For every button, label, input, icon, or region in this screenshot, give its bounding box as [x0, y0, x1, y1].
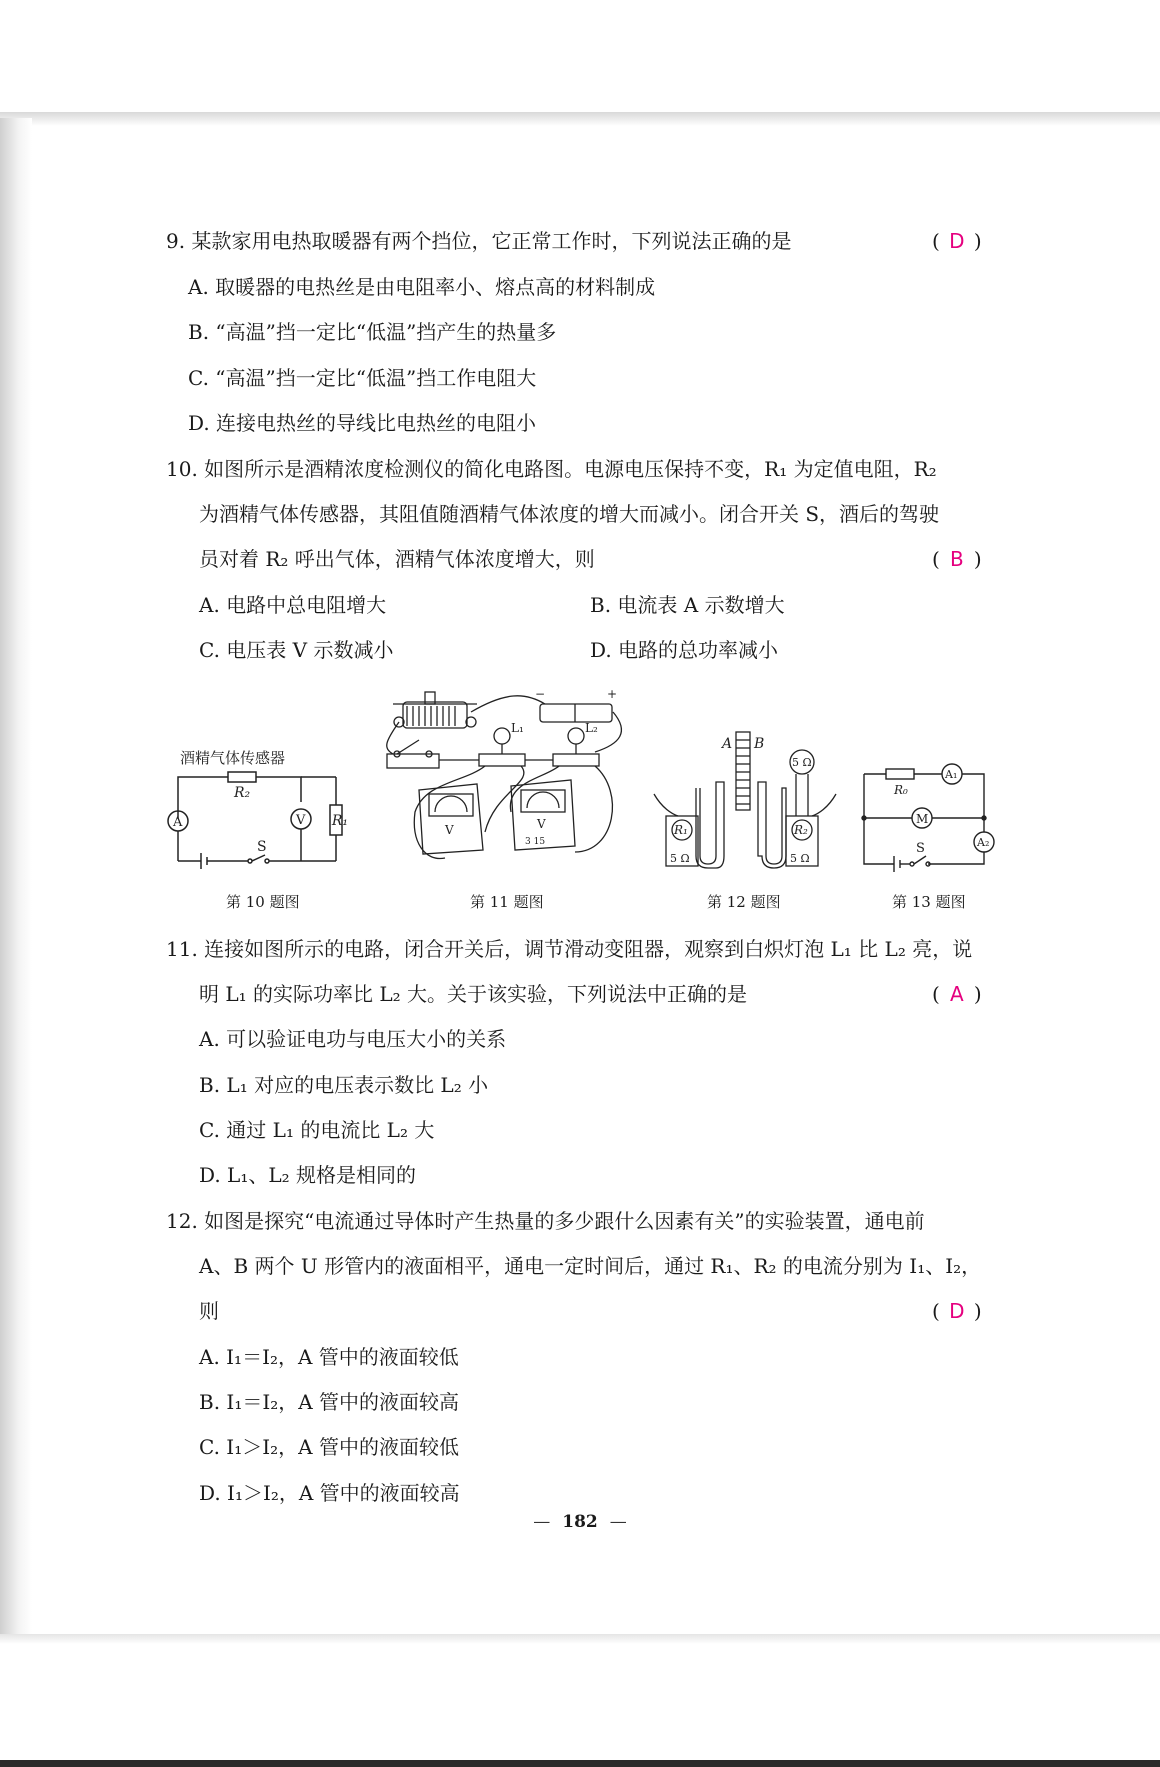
- fig12-tube-b: [758, 782, 786, 868]
- q11-option-a: A. 可以验证电功与电压大小的关系: [199, 1027, 507, 1051]
- fig11-lamp-l1-board: [479, 754, 525, 766]
- q12-answer-letter: D: [949, 1299, 965, 1323]
- fig13-switch: [914, 856, 926, 864]
- fig10-sensor-label: 酒精气体传感器: [180, 749, 286, 767]
- q12-option-a: A. I₁＝I₂，A 管中的液面较低: [199, 1345, 459, 1369]
- fig10-switch: [252, 855, 265, 861]
- fig13-r0-resistor: [886, 769, 914, 779]
- q12-stem-line1: 12. 如图是探究“电流通过导体时产生热量的多少跟什么因素有关”的实验装置，通电前: [166, 1209, 925, 1233]
- q11-option-c: C. 通过 L₁ 的电流比 L₂ 大: [199, 1118, 435, 1142]
- q12-option-d: D. I₁＞I₂，A 管中的液面较高: [199, 1481, 460, 1505]
- q12-option-b: B. I₁＝I₂，A 管中的液面较高: [199, 1390, 460, 1414]
- q9-option-b: B. “高温”挡一定比“低温”挡产生的热量多: [188, 320, 557, 344]
- q11-option-b: B. L₁ 对应的电压表示数比 L₂ 小: [199, 1073, 489, 1097]
- svg-text:A₁: A₁: [945, 768, 958, 781]
- svg-text:R₁: R₁: [331, 813, 348, 829]
- fig11-lamp-l1: [494, 728, 510, 744]
- page-number-footer: — 182 —: [533, 1512, 627, 1532]
- q9-option-d: D. 连接电热丝的导线比电热丝的电阻小: [188, 411, 537, 435]
- svg-text:5 Ω: 5 Ω: [792, 756, 812, 769]
- page-number: 182: [562, 1512, 598, 1532]
- q11-stem-line1: 11. 连接如图所示的电路，闭合开关后，调节滑动变阻器，观察到白炽灯泡 L₁ 比 L₂ 亮，说: [166, 937, 973, 961]
- q10-option-d: D. 电路的总功率减小: [590, 638, 779, 662]
- q9-option-c: C. “高温”挡一定比“低温”挡工作电阻大: [188, 366, 537, 390]
- svg-text:R₁: R₁: [674, 823, 688, 837]
- fig12-caption: 第 12 题图: [707, 893, 781, 911]
- page-left-edge: [0, 118, 32, 1638]
- q10-answer-letter: B: [949, 547, 964, 571]
- svg-text:V: V: [296, 813, 306, 828]
- q9-answer: ( D ): [932, 229, 982, 253]
- fig12-scale: [736, 732, 750, 810]
- svg-text:A: A: [722, 736, 733, 752]
- figure-12-u-tubes: [652, 728, 838, 870]
- q12-option-c: C. I₁＞I₂，A 管中的液面较低: [199, 1435, 459, 1459]
- fig10-r2-resistor: [228, 772, 256, 782]
- fig11-lamp-l2: [568, 728, 584, 744]
- svg-text:M: M: [916, 812, 929, 826]
- q9-stem: 9. 某款家用电热取暖器有两个挡位，它正常工作时，下列说法正确的是: [166, 229, 792, 253]
- q12-answer: ( D ): [932, 1299, 982, 1323]
- fig11-lamp-l2-board: [553, 754, 599, 766]
- q11-answer: ( A ): [932, 982, 982, 1006]
- svg-text:A₂: A₂: [977, 836, 990, 849]
- fig10-caption: 第 10 题图: [226, 893, 300, 911]
- svg-text:+: +: [607, 687, 618, 701]
- fig13-caption: 第 13 题图: [892, 893, 966, 911]
- svg-text:5 Ω: 5 Ω: [790, 852, 810, 865]
- fig12-tube-a: [696, 782, 724, 868]
- figure-11-apparatus: [385, 682, 630, 874]
- svg-text:−: −: [535, 687, 546, 701]
- svg-text:V: V: [445, 823, 454, 837]
- q10-stem-line2: 为酒精气体传感器，其阻值随酒精气体浓度的增大而减小。闭合开关 S，酒后的驾驶: [199, 502, 940, 526]
- page-top-shadow: [0, 112, 1160, 126]
- page-bottom-shadow: [0, 1634, 1160, 1644]
- svg-text:5 Ω: 5 Ω: [670, 852, 690, 865]
- fig11-caption: 第 11 题图: [470, 893, 544, 911]
- svg-text:R₂: R₂: [794, 823, 808, 837]
- q12-stem-line2: A、B 两个 U 形管内的液面相平，通电一定时间后，通过 R₁、R₂ 的电流分别为 I₁、I₂，: [199, 1254, 982, 1278]
- viewer-bottom-bar: [0, 1760, 1160, 1767]
- svg-text:L₁: L₁: [511, 721, 524, 735]
- q11-answer-letter: A: [949, 982, 964, 1006]
- svg-text:L₂: L₂: [585, 721, 598, 735]
- svg-text:S: S: [916, 841, 925, 856]
- svg-text:R₂: R₂: [234, 785, 251, 801]
- q9-answer-letter: D: [949, 229, 965, 253]
- q9-option-a: A. 取暖器的电热丝是由电阻率小、熔点高的材料制成: [188, 275, 656, 299]
- q11-option-d: D. L₁、L₂ 规格是相同的: [199, 1163, 416, 1187]
- figure-10-circuit: [168, 745, 348, 870]
- svg-text:R₀: R₀: [894, 783, 908, 797]
- q10-option-b: B. 电流表 A 示数增大: [590, 593, 785, 617]
- svg-text:B: B: [754, 736, 765, 752]
- q10-option-c: C. 电压表 V 示数减小: [199, 638, 394, 662]
- q12-stem-line3: 则: [199, 1299, 219, 1323]
- svg-text:S: S: [257, 839, 267, 855]
- q11-stem-line2: 明 L₁ 的实际功率比 L₂ 大。关于该实验，下列说法中正确的是: [199, 982, 748, 1006]
- q10-option-a: A. 电路中总电阻增大: [199, 593, 387, 617]
- fig11-battery: [540, 704, 612, 722]
- q10-stem-line3: 员对着 R₂ 呼出气体，酒精气体浓度增大，则: [199, 547, 595, 571]
- svg-text:A: A: [173, 815, 183, 830]
- figure-13-circuit: [860, 760, 1000, 870]
- q10-answer: ( B ): [932, 547, 982, 571]
- svg-text:V: V: [537, 817, 546, 831]
- svg-text:3 15: 3 15: [525, 837, 546, 847]
- q10-stem-line1: 10. 如图所示是酒精浓度检测仪的简化电路图。电源电压保持不变，R₁ 为定值电阻，R₂: [166, 457, 937, 481]
